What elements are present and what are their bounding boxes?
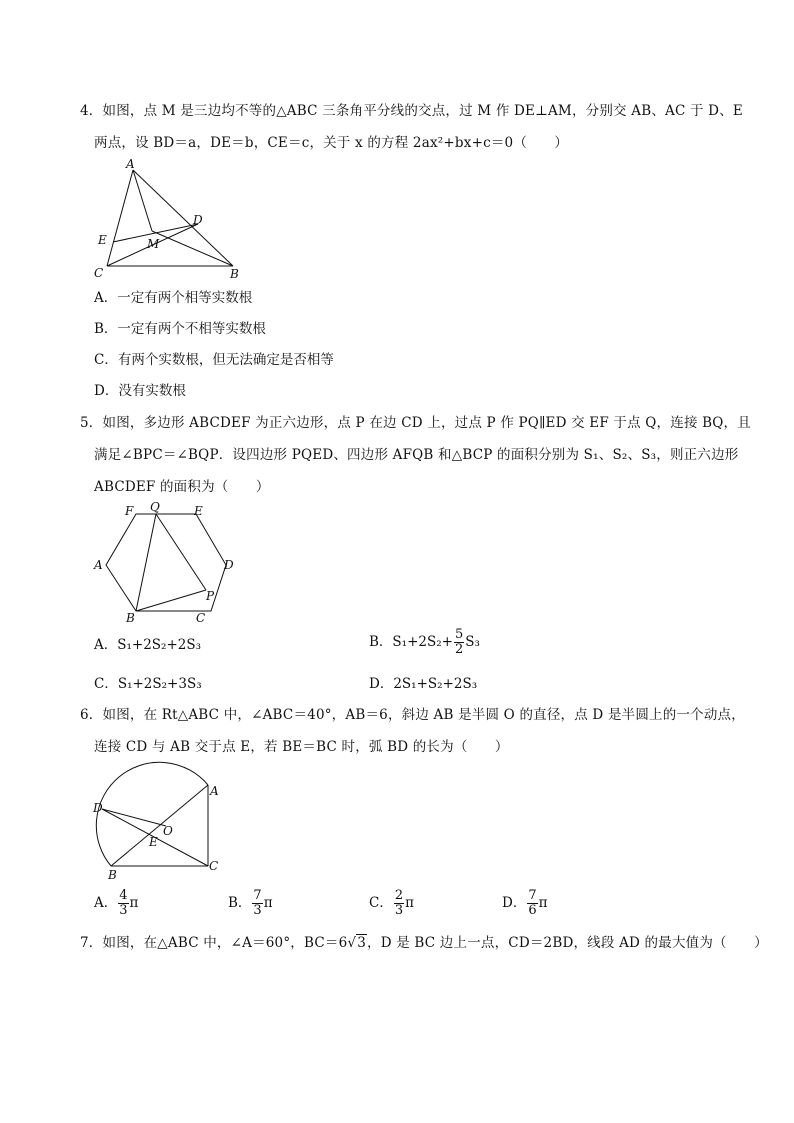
q5-option-c[interactable]: C．S₁+2S₂+3S₃ <box>94 676 202 692</box>
fraction-numerator: 7 <box>528 888 537 903</box>
q6-option-a-pi: π <box>129 895 139 911</box>
q5-stem-line1: 5．如图，多边形 ABCDEF 为正六边形，点 P 在边 CD 上，过点 P 作 PQ∥ED 交 EF 于点 Q，连接 BQ，且 <box>80 415 751 431</box>
q5-option-b-suffix: S₃ <box>465 634 480 650</box>
q4-stem-line1: 4．如图，点 M 是三边均不等的△ABC 三条角平分线的交点，过 M 作 DE⊥AM，分别交 AB、AC 于 D、E <box>80 103 743 119</box>
q6-option-b[interactable] <box>228 889 273 918</box>
q6-option-c-pi: π <box>405 895 414 911</box>
fraction-numerator: 7 <box>253 888 262 903</box>
q5-stem-line3: ABCDEF 的面积为（ ） <box>94 479 270 495</box>
q5-stem-line2: 满足∠BPC＝∠BQP．设四边形 PQED、四边形 AFQB 和△BCP 的面积分别为 S₁、S₂、S₃，则正六边形 <box>94 447 739 463</box>
q6-label-E: E <box>149 835 158 849</box>
q7-radicand: 3 <box>357 935 366 951</box>
q6-stem-line2: 连接 CD 与 AB 交于点 E，若 BE＝BC 时，弧 BD 的长为（ ） <box>94 739 509 755</box>
q5-option-a[interactable]: A．S₁+2S₂+2S₃ <box>94 637 202 653</box>
q5-label-A: A <box>94 558 103 572</box>
q5-option-b-fraction <box>454 628 464 657</box>
q5-label-F: F <box>125 504 134 518</box>
q6-label-D: D <box>93 801 103 815</box>
q6-option-b-fraction <box>252 889 262 918</box>
fraction-denominator: 3 <box>253 903 262 918</box>
q7-stem-prefix: 7．如图，在△ABC 中，∠A＝60°，BC＝6 <box>80 935 348 951</box>
q6-option-c[interactable] <box>369 889 414 918</box>
q7-stem-suffix: ，D 是 BC 边上一点，CD＝2BD，线段 AD 的最大值为（ ） <box>367 935 768 951</box>
q4-label-E: E <box>98 233 107 247</box>
q5-option-d[interactable]: D．2S₁+S₂+2S₃ <box>369 676 478 692</box>
q4-label-B: B <box>230 267 239 281</box>
fraction-denominator: 3 <box>394 903 404 918</box>
fraction-numerator: 2 <box>394 888 404 903</box>
q6-option-a[interactable] <box>94 889 138 918</box>
q6-option-c-label: C． <box>369 895 393 911</box>
q5-hexagon-figure <box>90 500 240 625</box>
q6-label-O: O <box>163 824 173 838</box>
sqrt-icon: √ <box>347 935 357 951</box>
q4-label-C: C <box>94 266 104 280</box>
fraction-numerator: 5 <box>454 627 464 642</box>
q4-label-M: M <box>147 237 160 251</box>
q6-option-d-label: D． <box>502 895 527 911</box>
q6-stem-line1: 6．如图，在 Rt△ABC 中，∠ABC＝40°，AB＝6，斜边 AB 是半圆 O 的直径，点 D 是半圆上的一个动点， <box>80 707 745 723</box>
q4-label-D: D <box>193 213 203 227</box>
q6-option-a-label: A． <box>94 895 118 911</box>
fraction-numerator: 4 <box>119 888 128 903</box>
fraction-denominator: 2 <box>454 642 464 657</box>
q6-semicircle-figure <box>88 765 228 880</box>
q4-option-c[interactable]: C．有两个实数根，但无法确定是否相等 <box>94 352 334 368</box>
q6-option-d[interactable] <box>502 889 547 918</box>
q5-label-Q: Q <box>150 500 160 514</box>
q7-stem <box>80 934 768 952</box>
q6-option-b-label: B． <box>228 895 252 911</box>
q6-label-C: C <box>209 859 219 873</box>
q5-label-P: P <box>206 589 215 603</box>
q5-option-b-prefix: B．S₁+2S₂+ <box>369 634 453 650</box>
q4-label-A: A <box>126 157 135 171</box>
q5-label-D: D <box>224 558 234 572</box>
q5-label-B: B <box>126 611 135 625</box>
q6-label-B: B <box>108 868 117 882</box>
q6-option-d-pi: π <box>538 895 548 911</box>
q4-option-a[interactable]: A．一定有两个相等实数根 <box>94 290 253 306</box>
q6-option-c-fraction <box>394 889 404 918</box>
q4-triangle-figure <box>90 157 250 281</box>
q6-option-b-pi: π <box>263 895 273 911</box>
q6-option-a-fraction <box>118 889 128 918</box>
q6-label-A: A <box>210 784 219 798</box>
q4-stem-line2: 两点，设 BD＝a，DE＝b，CE＝c，关于 x 的方程 2ax²+bx+c＝0（ ） <box>94 135 569 151</box>
q5-option-b[interactable] <box>369 628 480 657</box>
q5-label-E: E <box>194 504 203 518</box>
q6-option-d-fraction <box>527 889 537 918</box>
fraction-denominator: 6 <box>528 903 537 918</box>
fraction-denominator: 3 <box>119 903 128 918</box>
q4-option-d[interactable]: D．没有实数根 <box>94 383 186 399</box>
q5-label-C: C <box>196 611 206 625</box>
q4-option-b[interactable]: B．一定有两个不相等实数根 <box>94 321 266 337</box>
